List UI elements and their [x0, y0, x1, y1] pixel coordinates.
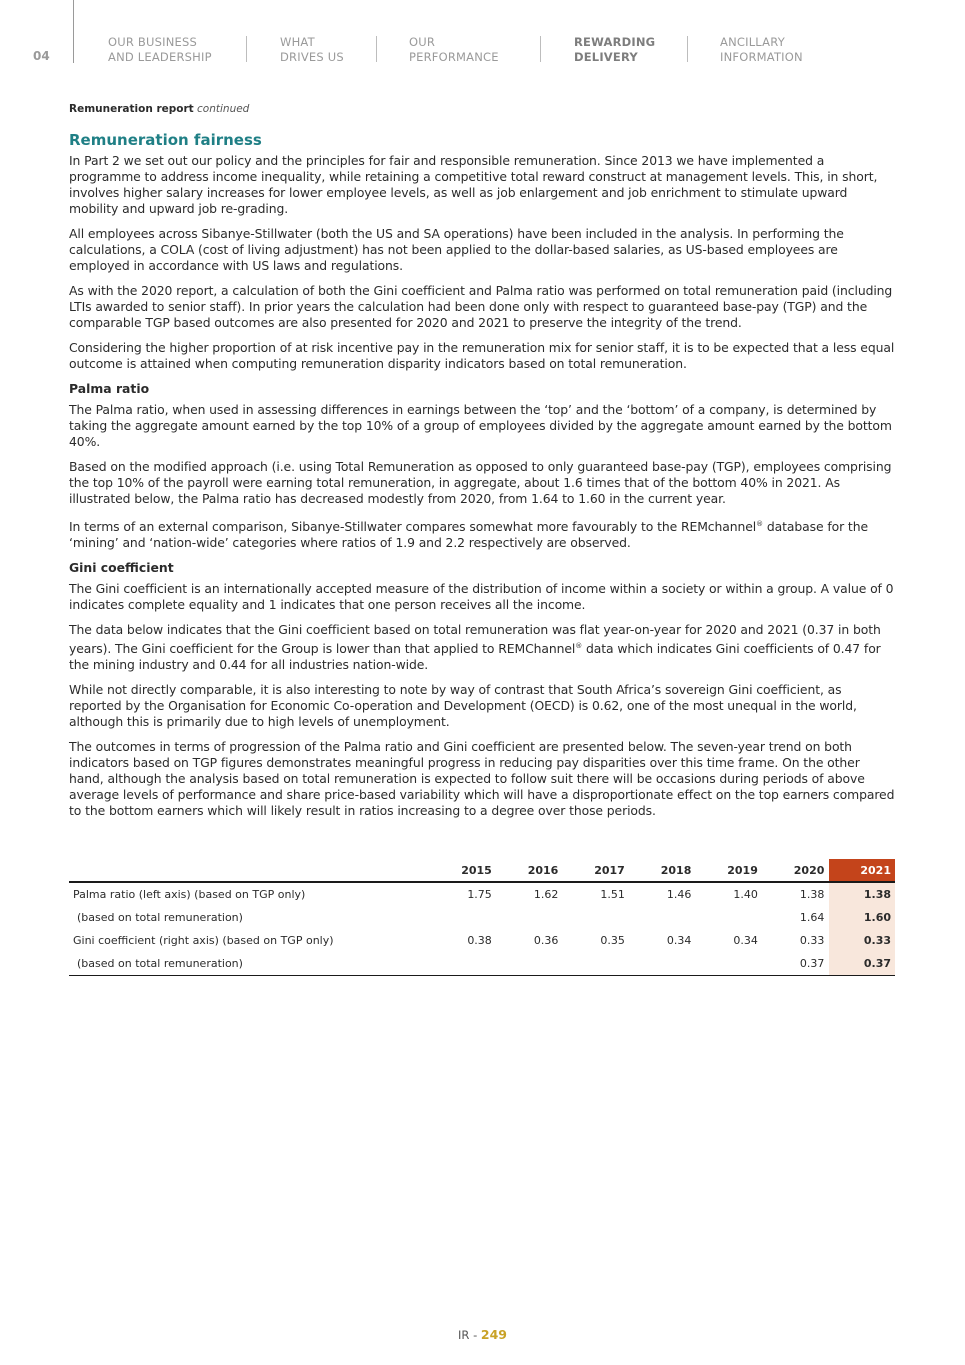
table-cell-highlight: 0.33 — [829, 929, 895, 952]
table-row — [69, 906, 895, 929]
table-cell — [430, 952, 497, 976]
nav-what-drives-us[interactable] — [280, 35, 344, 65]
table-cell — [563, 952, 630, 976]
table-cell — [696, 906, 763, 929]
chapter-divider — [73, 0, 74, 63]
nav-label-line1: ANCILLARY — [720, 35, 785, 49]
year-header-highlight: 2021 — [829, 859, 895, 882]
top-navigation — [0, 0, 965, 80]
header-label-cell — [69, 859, 430, 882]
table-cell: 0.38 — [467, 934, 492, 947]
text-run: In terms of an external comparison, Sibanye-Stillwater compares somewhat more favourably to the REMchannel — [69, 519, 757, 535]
table-cell — [497, 906, 564, 929]
paragraph — [69, 622, 895, 673]
nav-label-line2: DELIVERY — [574, 50, 638, 64]
year-header: 2018 — [630, 859, 697, 882]
year-header: 2015 — [430, 859, 497, 882]
page-number: 249 — [480, 1327, 507, 1342]
footer-prefix: IR - — [458, 1328, 481, 1342]
nav-separator — [376, 36, 377, 62]
palma-gini-table — [69, 859, 895, 976]
nav-label-line2: DRIVES US — [280, 50, 344, 64]
paragraph: In Part 2 we set out our policy and the principles for fair and responsible remuneration. Since 2013 we have implemented a programme to address income inequality, while retaining a competitive total reward construct at management levels. This, in short, involves higher salary increases for lower employee levels, as well as job enlargement and job enrichment to stimulate upward mobility and upward job re-grading. — [69, 153, 878, 216]
main-content — [69, 103, 895, 828]
breadcrumb — [69, 103, 895, 115]
table-cell: 1.46 — [666, 888, 692, 901]
table-cell — [630, 952, 697, 976]
row-label: Palma ratio (left axis) (based on TGP only) — [73, 888, 306, 901]
table-cell — [630, 906, 697, 929]
table-cell: 1.40 — [733, 888, 758, 901]
row-label: (based on total remuneration) — [69, 952, 430, 976]
paragraph — [69, 516, 895, 551]
table-cell: 0.33 — [799, 934, 825, 947]
paragraph: The Gini coefficient is an internationally accepted measure of the distribution of income within a society or within a group. A value of 0 indicates complete equality and 1 indicates that one person receives all the income. — [69, 581, 894, 613]
table-cell: 0.34 — [666, 934, 692, 947]
table-header-row — [69, 859, 895, 882]
nav-label-line1: WHAT — [280, 35, 315, 49]
section-title: Remuneration fairness — [69, 131, 262, 149]
table-cell: 1.62 — [533, 888, 559, 901]
breadcrumb-suffix: continued — [197, 103, 250, 115]
table-row — [69, 882, 895, 906]
table-row — [69, 952, 895, 976]
year-header: 2019 — [696, 859, 763, 882]
table-cell: 0.37 — [763, 952, 830, 976]
nav-separator — [540, 36, 541, 62]
text-run: The data below indicates that the Gini coefficient based on total remuneration was flat year-on-year for 2020 and 2021 (0.37 in both years). The Gini coefficient for the Group is lower than that applied to REMChannel — [69, 622, 881, 657]
palma-heading: Palma ratio — [69, 381, 150, 396]
table-row — [69, 929, 895, 952]
table-cell — [563, 906, 630, 929]
nav-our-business[interactable] — [108, 35, 212, 65]
nav-separator — [687, 36, 688, 62]
page-footer — [0, 1327, 965, 1342]
nav-label-line1: REWARDING — [574, 35, 656, 49]
paragraph: While not directly comparable, it is also interesting to note by way of contrast that South Africa’s sovereign Gini coefficient, as reported by the Organisation for Economic Co-operation and Development (OECD) is 0.62, one of the most unequal in the world, although this is primarily due to high levels of unemployment. — [69, 682, 857, 730]
registered-mark: ® — [756, 520, 764, 528]
year-header: 2017 — [563, 859, 630, 882]
nav-ancillary-information[interactable] — [720, 35, 803, 65]
nav-label-line1: OUR — [409, 35, 436, 49]
table-cell: 0.36 — [533, 934, 559, 947]
nav-label-line1: OUR BUSINESS — [108, 35, 197, 49]
gini-heading: Gini coefficient — [69, 560, 174, 576]
paragraph: The outcomes in terms of progression of the Palma ratio and Gini coefficient are presented below. The seven-year trend on both indicators based on TGP figures demonstrates meaningful progress in reducing pay disparities over this time frame. On the other hand, although the analysis based on total remuneration is expected to follow suit there will be occasions during periods of above average levels of performance and share price-based variability which will have a disproportionate effect on the top earners compared to the bottom earners which will likely result in ratios increasing to a degree over those periods. — [69, 739, 895, 819]
table-cell — [497, 952, 564, 976]
nav-label-line2: INFORMATION — [720, 50, 803, 64]
year-header: 2020 — [763, 859, 830, 882]
row-label: (based on total remuneration) — [77, 911, 243, 924]
registered-mark: ® — [575, 642, 583, 651]
paragraph: All employees across Sibanye-Stillwater (both the US and SA operations) have been included in the analysis. In performing the calculations, a COLA (cost of living adjustment) has not been applied to the dollar-based salaries, as US-based employees are employed in accordance with US laws and regulations. — [69, 226, 844, 273]
table-cell — [430, 906, 497, 929]
nav-label-line2: AND LEADERSHIP — [108, 50, 212, 64]
paragraph: Considering the higher proportion of at risk incentive pay in the remuneration mix for senior staff, it is to be expected that a less equal outcome is attained when computing remuneration disparity indicators based on total remuneration. — [69, 340, 895, 371]
chapter-number: 04 — [33, 49, 50, 63]
text-run: data which indicates Gini coefficients of 0.47 for the mining industry and 0.44 for all industries nation-wide. — [69, 641, 881, 673]
nav-our-performance[interactable] — [409, 35, 499, 65]
paragraph: Based on the modified approach (i.e. using Total Remuneration as opposed to only guaranteed base-pay (TGP), employees comprising the top 10% of the payroll were earning total remuneration, in aggregate, about 1.6 times that of the bottom 40% in 2021. As illustrated below, the Palma ratio has decreased modestly from 2020, from 1.64 to 1.60 in the current year. — [69, 459, 892, 506]
nav-label-line2: PERFORMANCE — [409, 50, 499, 64]
table-cell: 0.34 — [733, 934, 758, 947]
nav-separator — [246, 36, 247, 62]
table-cell: 1.38 — [799, 888, 825, 901]
nav-rewarding-delivery[interactable] — [574, 35, 655, 65]
year-header: 2016 — [497, 859, 564, 882]
table-cell: 0.35 — [600, 934, 625, 947]
table-cell-highlight: 1.38 — [829, 882, 895, 906]
text-run: database for the ‘mining’ and ‘nation-wide’ categories where ratios of 1.9 and 2.2 respectively are observed. — [69, 519, 868, 551]
table-cell — [696, 952, 763, 976]
paragraph: The Palma ratio, when used in assessing differences in earnings between the ‘top’ and the ‘bottom’ of a company, is determined by taking the aggregate amount earned by the top 10% of a group of employees divided by the aggregate amount earned by the bottom 40%. — [69, 402, 892, 449]
table-cell: 1.64 — [799, 911, 825, 924]
table-cell-highlight: 0.37 — [829, 952, 895, 976]
row-label: Gini coefficient (right axis) (based on TGP only) — [73, 934, 334, 947]
table-cell: 1.75 — [467, 888, 492, 901]
table-cell-highlight: 1.60 — [829, 906, 895, 929]
breadcrumb-title: Remuneration report — [69, 103, 194, 115]
paragraph: As with the 2020 report, a calculation of both the Gini coefficient and Palma ratio was performed on total remuneration paid (including LTIs awarded to senior staff). In prior years the calculation had been done only with respect to guaranteed base-pay (TGP) and the comparable TGP based outcomes are also presented for 2020 and 2021 to preserve the integrity of the trend. — [69, 283, 893, 330]
table-cell: 1.51 — [600, 888, 625, 901]
